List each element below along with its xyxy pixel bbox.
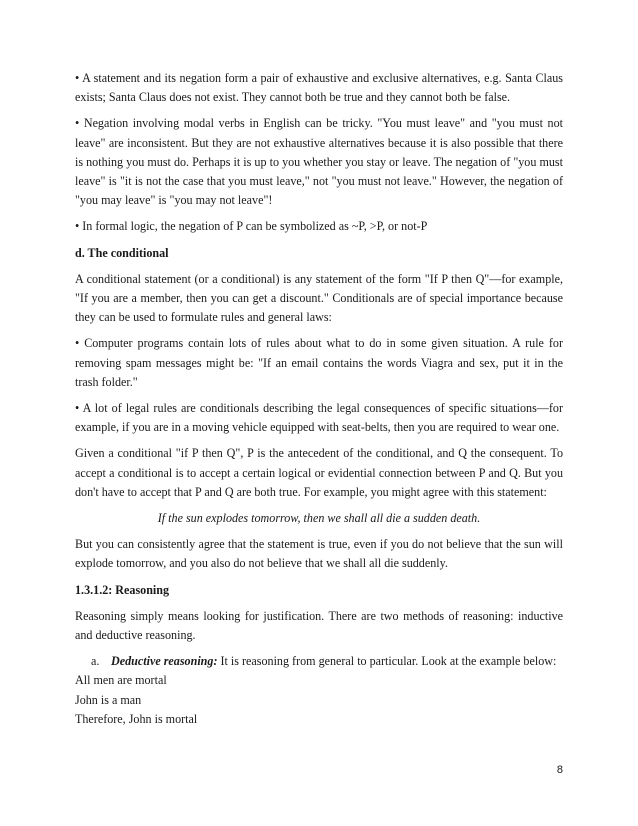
heading-reasoning: 1.3.1.2: Reasoning <box>75 582 170 597</box>
paragraph-legal-rules: • A lot of legal rules are conditionals describing the legal consequences of specific situations—for example, if you are in a moving vehicle equipped with seat-belts, then you are required to wear one. <box>75 401 563 435</box>
syllogism-line: Therefore, John is mortal <box>75 711 198 726</box>
paragraph-conditional-definition: A conditional statement (or a conditional) is any statement of the form "If P then Q"—for example, "If you are a member, then you can get a discount." Conditionals are of special importance because they can be used to formulate rules and general laws: <box>75 271 563 325</box>
list-term: Deductive reasoning: <box>111 654 218 669</box>
list-marker: a. <box>91 654 100 669</box>
paragraph-exhaustive-alternatives: • A statement and its negation form a pair of exhaustive and exclusive alternatives, e.g. Santa Claus exists; Santa Claus does not exist. They cannot both be true and they cannot both be false. <box>75 71 563 105</box>
list-text: It is reasoning from general to particular. Look at the example below: <box>217 654 557 669</box>
paragraph-antecedent-consequent: Given a conditional "if P then Q", P is the antecedent of the conditional, and Q the consequent. To accept a conditional is to accept a certain logical or evidential connection between P and Q. But you don't have to accept that P and Q are both true. For example, you might agree with this statement: <box>75 446 563 499</box>
syllogism-line: All men are mortal <box>75 673 167 688</box>
syllogism-line: John is a man <box>75 692 142 707</box>
list-item-body <box>111 652 563 671</box>
paragraph-formal-negation: • In formal logic, the negation of P can be symbolized as ~P, >P, or not-P <box>75 219 428 234</box>
example-statement: If the sun explodes tomorrow, then we shall all die a sudden death. <box>157 511 481 526</box>
page-number: 8 <box>556 764 563 776</box>
paragraph-computer-programs: • Computer programs contain lots of rules about what to do in some given situation. A rule for removing spam messages might be: "If an email contains the words Viagra and sex, put it in the trash folder." <box>75 336 563 389</box>
syllogism-example <box>75 671 563 729</box>
list-item-deductive <box>75 652 563 671</box>
paragraph-modal-negation: • Negation involving modal verbs in English can be tricky. "You must leave" and "you must not leave" are inconsistent. But they are not exhaustive alternatives because it is also possible that there is nothing you must do. Perhaps it is up to you whether you stay or leave. The negation of "you must leave" is "it is not the case that you must leave," not "you must not leave." However, the negation of "you may leave" is "you may not leave"! <box>75 116 563 208</box>
paragraph-consistent-agreement: But you can consistently agree that the statement is true, even if you do not believe that the sun will explode tomorrow, and you also do not believe that we shall all die suddenly. <box>75 537 563 571</box>
paragraph-reasoning-definition: Reasoning simply means looking for justification. There are two methods of reasoning: inductive and deductive reasoning. <box>75 608 563 643</box>
heading-conditional: d. The conditional <box>75 245 169 260</box>
